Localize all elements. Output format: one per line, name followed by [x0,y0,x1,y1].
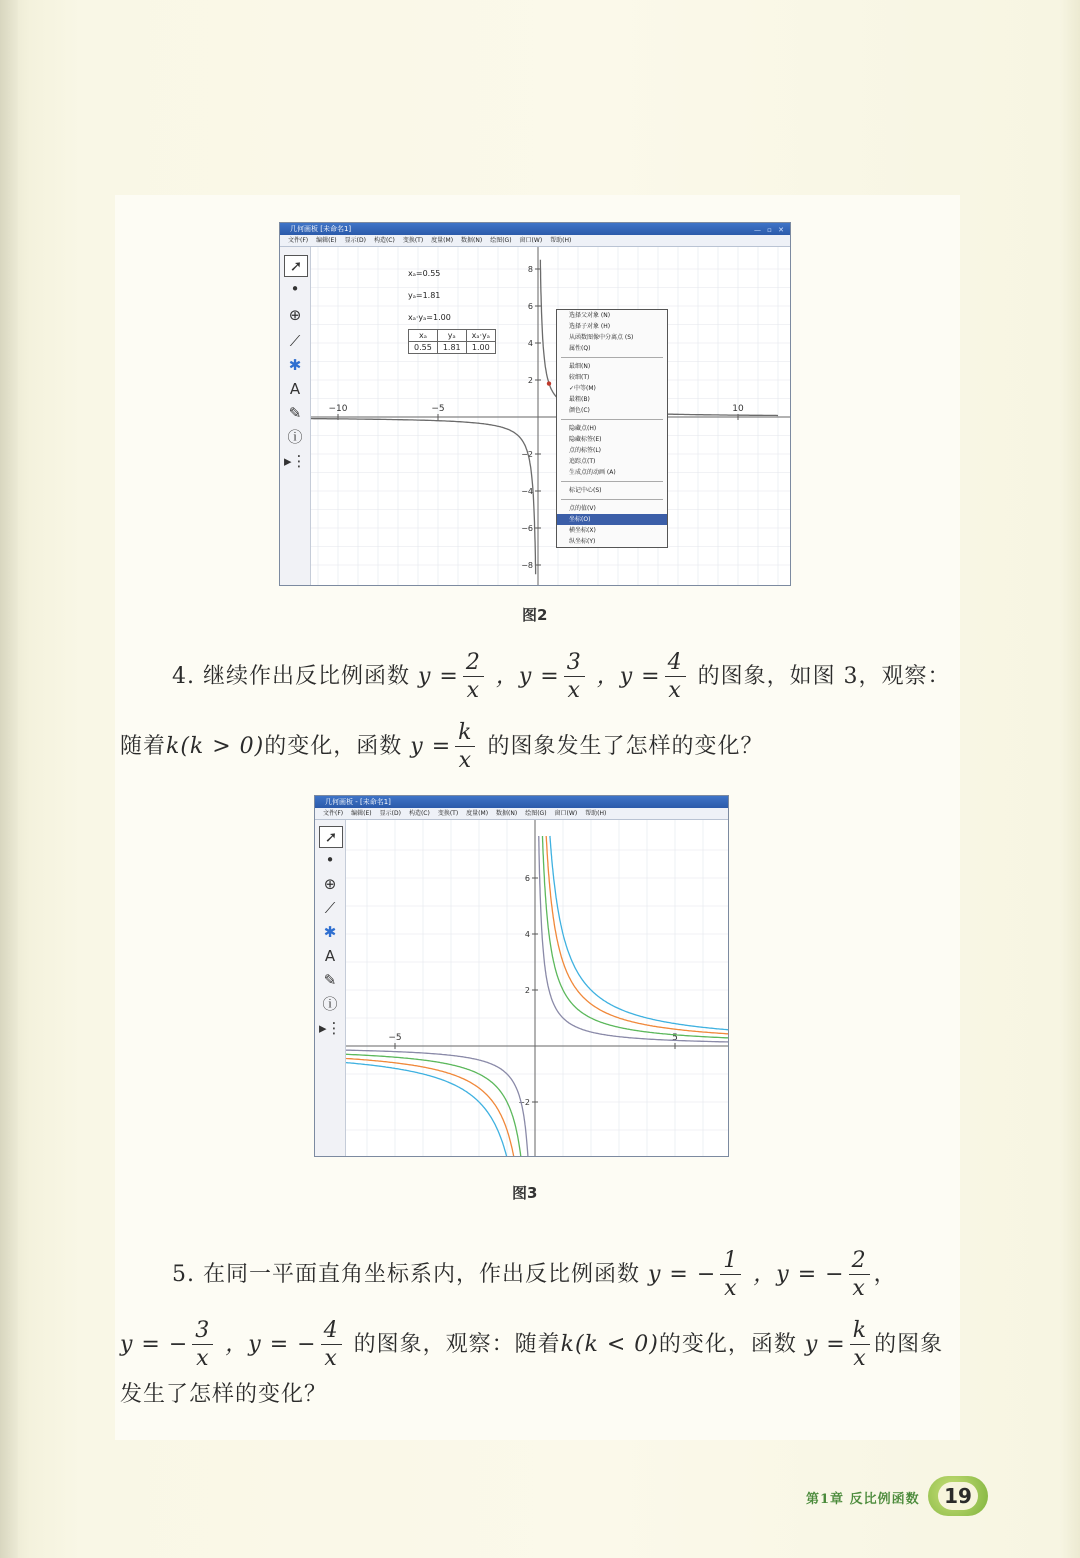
menu-item[interactable]: 度量(M) [431,237,454,244]
fraction-1-over-x: $\frac{1}{x}$ [720,1250,741,1300]
table-cell: 0.55 [409,342,438,354]
fig3-graph [346,820,728,1156]
q4-text: 的变化，函数 [264,734,403,759]
window-titlebar [315,796,728,808]
menu-item[interactable]: 显示(D) [379,810,401,817]
figure2-caption: 图2 [522,606,548,624]
tool-palette [315,820,346,1156]
menu-separator [561,499,663,500]
menu-item[interactable]: 构造(C) [373,237,395,244]
polygon-tool-icon[interactable]: ✱ [323,923,337,941]
context-menu-item[interactable]: 较细(T) [569,374,590,381]
q4-text: 4. 继续作出反比例函数 [172,664,410,689]
line-tool-icon[interactable]: ⟋ [324,899,336,917]
fraction-k-over-x: $\frac{k}{x}$ [850,1320,870,1370]
context-menu-item[interactable]: 最粗(B) [569,396,590,403]
context-menu-item[interactable]: 追踪点(T) [569,458,596,465]
y-tick-label: 2 [527,376,533,385]
menu-item[interactable]: 显示(D) [344,237,366,244]
q5-formula-lhs: ，y = − [225,1332,317,1357]
q5-formula-lhs: ，y = − [753,1262,845,1287]
function-curve [546,836,728,1034]
context-menu-item[interactable]: 属性(Q) [569,345,591,352]
question4-line1 [172,652,951,702]
menu-separator [561,481,663,482]
y-tick-label: −2 [521,450,533,459]
menu-bar [280,235,790,247]
context-menu-item[interactable]: 选择父对象 (N) [569,312,611,319]
fraction-2-over-x: $\frac{2}{x}$ [849,1250,870,1300]
info-tool-icon[interactable]: ⓘ [322,995,338,1013]
measure-table [408,329,496,354]
question4-line2 [120,722,764,772]
window-controls[interactable]: — ▫ ✕ [753,226,786,234]
q5-condition: k(k < 0) [560,1332,659,1357]
table-header: yₐ [437,330,466,342]
y-tick-label: 4 [527,339,533,348]
y-tick-label: 2 [524,986,530,995]
question5-line3: 发生了怎样的变化？ [120,1382,328,1407]
window-titlebar [280,223,790,235]
y-tick-label: −6 [521,524,533,533]
page-number-badge [928,1476,988,1516]
menu-item[interactable]: 编辑(E) [316,237,337,244]
context-menu-item[interactable]: ✓中等(M) [569,385,596,392]
function-curve [550,836,728,1030]
marker-tool-icon[interactable]: ✎ [323,971,337,989]
page-number: 19 [938,1482,978,1510]
function-curve [543,836,729,1038]
point-tool-icon[interactable]: • [325,851,335,869]
fraction-4-over-x: $\frac{4}{x}$ [665,652,686,702]
page-spine [0,0,18,1558]
custom-tool-icon[interactable]: ▸⋮ [319,1019,342,1037]
x-tick-label: 5 [672,1033,678,1043]
figure3-caption: 图3 [512,1184,538,1202]
context-menu-item[interactable]: 点的标签(L) [569,447,602,454]
menu-item[interactable]: 文件(F) [288,237,309,244]
geometry-software-window-fig3 [314,795,729,1157]
menu-item[interactable]: 数据(N) [496,810,518,817]
q4-text: 的图象发生了怎样的变化？ [487,734,764,759]
menu-item[interactable]: 构造(C) [408,810,430,817]
menu-bar [315,808,728,820]
measure-y: yₐ=1.81 [408,291,441,300]
compass-tool-icon[interactable]: ⊕ [323,875,337,893]
fraction-4-over-x: $\frac{4}{x}$ [321,1320,342,1370]
menu-item[interactable]: 帮助(H) [550,237,572,244]
q5-text: 的变化，函数 [658,1332,797,1357]
menu-item[interactable]: 变换(T) [402,237,424,244]
x-tick-label: −5 [431,404,445,414]
context-menu-item[interactable]: 从函数图像中分离点 (S) [569,334,634,341]
q4-text: 的图象，如图 3，观察： [697,664,951,689]
arrow-tool-icon[interactable]: ➚ [284,255,308,277]
q5-text: 的图象 [874,1332,944,1357]
context-menu-item[interactable]: 隐藏点(H) [569,425,597,432]
function-curve [346,1062,520,1156]
marker-tool-icon[interactable]: ✎ [288,404,302,422]
context-menu [556,309,668,548]
fig2-graph [311,247,790,585]
measure-product: xₐ·yₐ=1.00 [408,313,451,322]
q4-formula-lhs: y = [417,664,459,689]
y-tick-label: 8 [527,265,533,274]
menu-item[interactable]: 编辑(E) [351,810,372,817]
chapter-footer: 第1章 反比例函数 [806,1492,920,1507]
fraction-k-over-x: $\frac{k}{x}$ [455,722,475,772]
context-menu-item[interactable]: 坐标(O) [557,514,667,525]
y-tick-label: −4 [521,487,533,496]
custom-tool-icon[interactable]: ▸⋮ [284,452,307,470]
geometry-software-window-fig2 [279,222,791,586]
table-cell: 1.00 [466,342,495,354]
q4-formula-lhs: ，y = [596,664,661,689]
point-tool-icon[interactable]: • [290,280,300,298]
function-curve [346,1058,524,1156]
question5-line1 [172,1250,897,1300]
sketch-canvas[interactable] [311,247,790,585]
context-menu-item[interactable]: 纵坐标(Y) [569,538,596,545]
measure-x: xₐ=0.55 [408,269,441,278]
window-title: 几何画板 - [未命名1] [325,798,391,806]
arrow-tool-icon[interactable]: ➚ [319,826,343,848]
menu-item[interactable]: 数据(N) [461,237,483,244]
x-tick-label: −10 [328,404,348,414]
y-tick-label: 4 [524,930,530,939]
context-menu-item[interactable]: 点的值(V) [569,505,596,512]
context-menu-item[interactable]: 颜色(C) [569,407,590,414]
fraction-2-over-x: $\frac{2}{x}$ [463,652,484,702]
table-header: xₐ [409,330,438,342]
context-menu-item[interactable]: 横坐标(X) [569,527,596,534]
q5-formula-lhs: y = [804,1332,846,1357]
context-menu-item[interactable]: 生成点的动画 (A) [569,469,616,476]
window-title: 几何画板 [未命名1] [290,225,352,233]
q5-formula-lhs: y = − [120,1332,189,1357]
info-tool-icon[interactable]: ⓘ [287,428,303,446]
menu-item[interactable]: 窗口(W) [519,237,543,244]
menu-item[interactable]: 绘图(G) [490,237,512,244]
menu-item[interactable]: 变换(T) [437,810,459,817]
q5-text: ， [873,1262,897,1287]
context-menu-item[interactable]: 最细(N) [569,363,591,370]
function-curve [311,419,536,575]
menu-separator [561,357,663,358]
context-menu-item[interactable]: 选择子对象 (H) [569,323,611,330]
x-tick-label: 10 [732,404,744,414]
context-menu-item[interactable]: 隐藏标签(E) [569,436,602,443]
y-tick-label: 6 [527,302,533,311]
tool-palette [280,247,311,585]
y-tick-label: 6 [524,874,530,883]
text-tool-icon[interactable]: A [289,380,301,398]
y-tick-label: −2 [518,1098,530,1107]
q4-formula-lhs: y = [410,734,452,759]
table-header: xₐ·yₐ [466,330,495,342]
q4-condition: k(k > 0) [166,734,265,759]
x-tick-label: −5 [388,1033,402,1043]
polygon-tool-icon[interactable]: ✱ [288,356,302,374]
q4-text: 随着 [120,734,167,759]
question5-line2 [120,1320,943,1370]
menu-item[interactable]: 窗口(W) [554,810,578,817]
q4-formula-lhs: ，y = [495,664,560,689]
text-tool-icon[interactable]: A [324,947,336,965]
context-menu-item[interactable]: 标记中心(S) [569,487,602,494]
line-tool-icon[interactable]: ⟋ [289,332,301,350]
fraction-3-over-x: $\frac{3}{x}$ [192,1320,213,1370]
q5-text: 的图象，观察：随着 [353,1332,561,1357]
menu-item[interactable]: 文件(F) [323,810,344,817]
y-tick-label: −8 [521,561,533,570]
menu-separator [561,419,663,420]
compass-tool-icon[interactable]: ⊕ [288,306,302,324]
q5-text: 5. 在同一平面直角坐标系内，作出反比例函数 [172,1262,640,1287]
menu-item[interactable]: 帮助(H) [585,810,607,817]
menu-item[interactable]: 绘图(G) [525,810,547,817]
highlighted-point [547,381,551,385]
function-curve [539,836,728,1042]
menu-item[interactable]: 度量(M) [466,810,489,817]
table-cell: 1.81 [437,342,466,354]
sketch-canvas[interactable] [346,820,728,1156]
q5-formula-lhs: y = − [648,1262,717,1287]
fraction-3-over-x: $\frac{3}{x}$ [564,652,585,702]
